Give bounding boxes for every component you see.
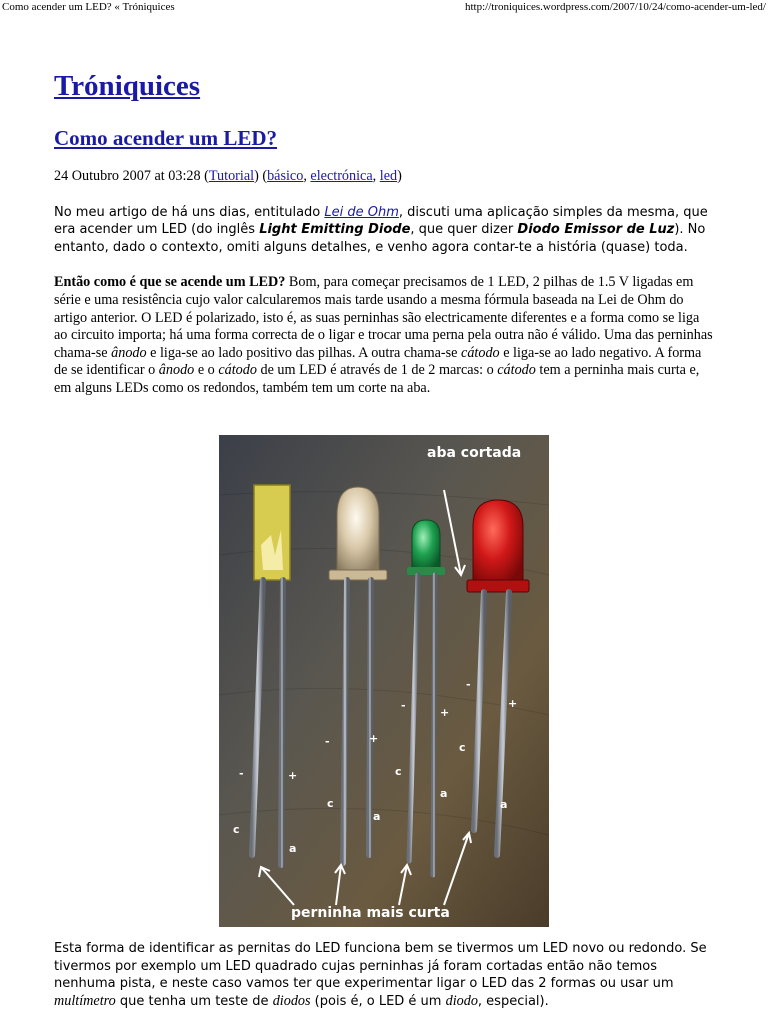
emphasis: multímetro xyxy=(54,992,116,1009)
emphasis: diodo xyxy=(445,992,478,1009)
mark-minus: - xyxy=(325,735,330,748)
text: e liga-se ao lado negativo. A forma de se identificar o xyxy=(54,344,702,379)
text: ). No entanto, dado o contexto, omiti alguns detalhes, e venho agora contar-te a história (quase) toda. xyxy=(54,222,706,255)
tag-link-basico[interactable]: básico xyxy=(267,168,304,184)
mark-c: c xyxy=(459,741,466,754)
meta-close: ) xyxy=(397,168,402,184)
led-photo-svg xyxy=(219,435,549,927)
mark-plus: + xyxy=(288,769,298,782)
label-perninha-mais-curta: perninha mais curta xyxy=(291,905,450,921)
post-title xyxy=(54,124,277,152)
mark-plus: + xyxy=(369,732,379,745)
mark-minus: - xyxy=(466,678,471,691)
text: que tenha um teste de xyxy=(115,993,273,1009)
mark-a: a xyxy=(440,787,448,800)
mark-plus: + xyxy=(440,706,450,719)
paragraph-intro xyxy=(54,204,716,257)
text: (pois é, o LED é um xyxy=(310,993,446,1009)
post-date: 24 Outubro 2007 at 03:28 ( xyxy=(54,168,209,184)
text: e liga-se ao lado positivo das pilhas. A outra chama-se xyxy=(146,344,462,361)
mark-minus: - xyxy=(239,767,244,780)
emphasis: diodos xyxy=(272,992,311,1009)
text: tem a perninha mais curta e, em alguns LEDs como os redondos, também tem um corte na aba. xyxy=(54,362,700,396)
paragraph-how xyxy=(54,274,716,397)
mark-c: c xyxy=(233,823,240,836)
print-header-title: Como acender um LED? « Tróniquices xyxy=(2,1,175,13)
emphasis: cátodo xyxy=(461,344,500,361)
print-header-url: http://troniquices.wordpress.com/2007/10/24/como-acender-um-led/ xyxy=(465,1,766,13)
mark-minus: - xyxy=(401,699,406,712)
tag-link-electronica[interactable]: electrónica xyxy=(310,168,373,184)
tag-separator: , xyxy=(372,168,380,184)
text: e o xyxy=(194,362,219,379)
site-title xyxy=(54,68,200,104)
category-link-tutorial[interactable]: Tutorial xyxy=(208,168,255,184)
post-title-link[interactable]: Como acender um LED? xyxy=(54,126,278,150)
text: , discuti uma aplicação simples da mesma, que era acender um LED (do inglês xyxy=(54,204,708,238)
mark-plus: + xyxy=(508,697,518,710)
mark-c: c xyxy=(395,765,402,778)
mark-c: c xyxy=(327,797,334,810)
strong-question: Então como é que se acende um LED? xyxy=(54,274,286,291)
emphasis: Light Emitting Diode xyxy=(259,222,411,238)
post-content xyxy=(54,168,716,416)
emphasis: cátodo xyxy=(218,362,257,379)
text: , que quer dizer xyxy=(410,222,518,238)
emphasis: ânodo xyxy=(158,362,195,379)
mark-a: a xyxy=(500,798,508,811)
mark-a: a xyxy=(373,810,381,823)
text: de um LED é através de 1 de 2 marcas: o xyxy=(256,362,498,379)
emphasis: ânodo xyxy=(111,344,147,361)
tag-separator: , xyxy=(303,168,311,184)
text: , especial). xyxy=(477,993,549,1009)
print-header xyxy=(0,0,768,16)
mark-a: a xyxy=(289,842,297,855)
text: Bom, para começar precisamos de 1 LED, 2 pilhas de 1.5 V ligadas em série e uma resistência cujo valor calcularemos mais tarde usando a mesma fórmula baseada na Lei de Ohm do artigo anterior. O LED é polarizado, isto é, as suas perninhas são electricamente diferentes e a forma como se liga ao circuito importa; há uma forma correcta de o ligar e trocar uma perna pela outra não é válido. Uma das perninhas chama-se xyxy=(54,274,713,361)
text: Esta forma de identificar as pernitas do LED funciona bem se tivermos um LED novo ou redondo. Se tivermos por exemplo um LED quadrado cujas perninhas já foram cortadas então não temos nenhuma pista, e neste caso vamos ter que experimentar ligar o LED das 2 formas ou usar um xyxy=(54,941,707,992)
meta-separator: ) ( xyxy=(254,168,268,184)
led-photo xyxy=(219,435,549,927)
paragraph-identify xyxy=(54,940,716,1010)
post-meta xyxy=(54,168,716,186)
emphasis: Diodo Emissor de Luz xyxy=(517,222,675,238)
site-title-link[interactable]: Tróniquices xyxy=(54,70,201,102)
emphasis: cátodo xyxy=(497,362,536,379)
tag-link-led[interactable]: led xyxy=(379,168,398,184)
lei-de-ohm-link[interactable]: Lei de Ohm xyxy=(324,204,399,220)
label-aba-cortada: aba cortada xyxy=(427,445,522,461)
text: No meu artigo de há uns dias, entitulado xyxy=(54,204,325,220)
